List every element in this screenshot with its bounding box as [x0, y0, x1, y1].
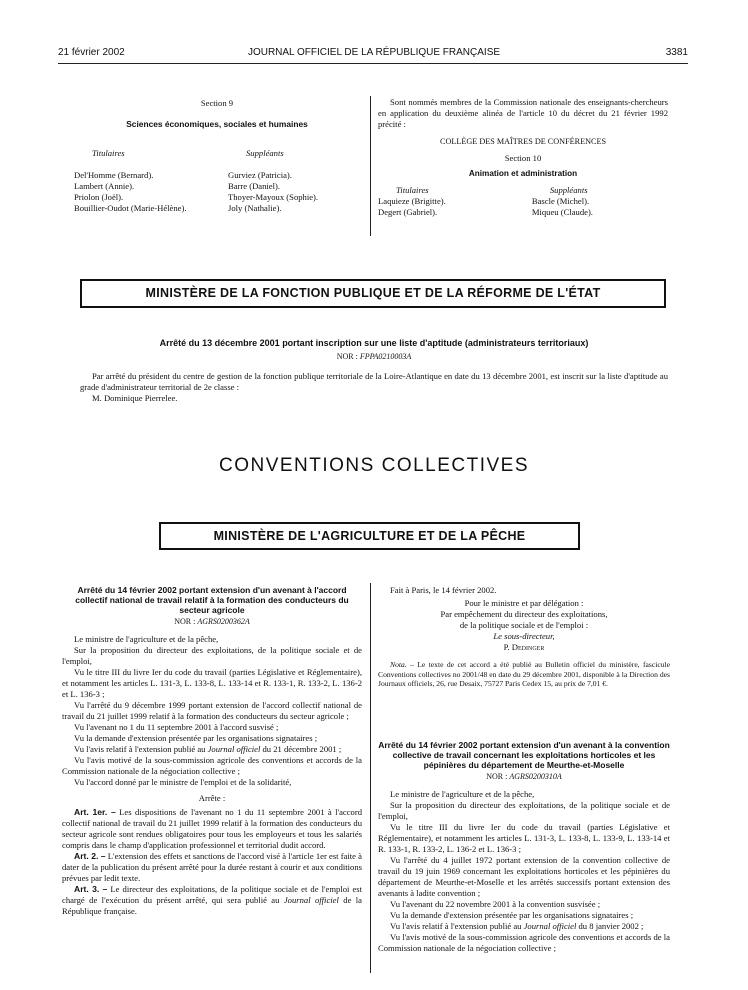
- article-label: Art. 1er. –: [74, 807, 116, 817]
- nor-code: AGRS0200310A: [509, 772, 562, 781]
- paragraph: Vu l'avis motivé de la sous-commission agricole des conventions et accords de la Commission nationale de la négociation collective ;: [378, 932, 670, 953]
- arrete-conducteurs-body: [62, 634, 362, 917]
- suppleants-label: Suppléants: [246, 148, 284, 158]
- section-9-subject: Sciences économiques, sociales et humaines: [126, 119, 308, 129]
- college-heading: COLLÈGE DES MAÎTRES DE CONFÉRENCES: [439, 137, 607, 146]
- paragraph: Vu le titre III du livre Ier du code du travail (parties Législative et Réglementaire), et notamment les articles L. 131-3, L. 133-8, L. 133-14 et R. 133-1, R. 133-2, L. 136-2 et L. 136-3 ;: [62, 667, 362, 699]
- signature-place-date: Fait à Paris, le 14 février 2002.: [390, 585, 497, 595]
- suppleants-label: Suppléants: [549, 185, 588, 195]
- paragraph: Vu l'avenant no 1 du 11 septembre 2001 à l'accord susvisé ;: [74, 722, 279, 732]
- article-text: Le directeur des exploitations, de la politique sociale et de l'emploi est chargé de l'exécution du présent arrêté, qui sera publié au: [62, 884, 362, 905]
- section-9-members: [74, 148, 360, 214]
- paragraph: Le ministre de l'agriculture et de la pêche,: [390, 789, 535, 799]
- header-date: 21 février 2002: [58, 47, 125, 58]
- nor-label: NOR :: [486, 772, 510, 781]
- section-10-suppleants: [524, 185, 668, 218]
- header-rule: [58, 63, 688, 64]
- article-text: L'extension des effets et sanctions de l'accord visé à l'article 1er est faite à dater de la publication du présent arrêté pour la durée restant à courir et aux conditions prévues par ledit texte.: [62, 851, 362, 883]
- ministry-fonction-publique-box: MINISTÈRE DE LA FONCTION PUBLIQUE ET DE LA RÉFORME DE L'ÉTAT: [80, 279, 666, 308]
- column-divider: [370, 96, 371, 236]
- section-9-titulaires: [74, 148, 228, 214]
- journal-name: Journal officiel: [283, 895, 339, 905]
- text: du 8 janvier 2002 ;: [576, 921, 644, 931]
- member-name: Bouillier-Oudot (Marie-Hélène).: [74, 203, 187, 213]
- paragraph: [62, 744, 362, 755]
- arrete-conducteurs-title: Arrêté du 14 février 2002 portant extension d'un avenant à l'accord collectif national de travail relatif à la formation des conducteurs du secteur agricole: [75, 585, 349, 615]
- arrete-horticoles: [378, 740, 670, 954]
- paragraph: Sur la proposition du directeur des exploitations, de la politique sociale et de l'emploi,: [378, 800, 670, 821]
- arrete-label: Arrête :: [198, 793, 226, 803]
- member-name: Laquieze (Brigitte).: [378, 196, 446, 206]
- signature-line: Pour le ministre et par délégation :: [464, 598, 584, 608]
- paragraph: Le ministre de l'agriculture et de la pêche,: [74, 634, 219, 644]
- arrete-horticoles-body: [378, 789, 670, 954]
- paragraph: Vu le titre III du livre Ier du code du travail (parties Législative et Réglementaire), et notamment les articles L. 131-3, L. 133-8, L. 133-9, L. 133-14 et R. 133-1, R. 133-2, L. 136-2 et L. 136-3 ;: [378, 822, 670, 854]
- paragraph: Vu l'avis motivé de la sous-commission agricole des conventions et accords de la Commission nationale de la négociation collective ;: [62, 755, 362, 776]
- paragraph: Vu la demande d'extension présentée par les organisations signataires ;: [74, 733, 318, 743]
- section-10-heading: Section 10: [504, 153, 542, 163]
- commission-intro: Sont nommés membres de la Commission nationale des enseignants-chercheurs en application du deuxième alinéa de l'article 10 du décret du 21 février 1992 précité :: [378, 97, 668, 129]
- journal-name: Journal officiel: [523, 921, 577, 931]
- article-text: de la République française.: [62, 895, 362, 916]
- paragraph: [378, 921, 670, 932]
- signature-line: Par empêchement du directeur des exploitations,: [440, 609, 608, 619]
- arrete-conducteurs-nor: [62, 616, 362, 627]
- arrete-aptitude-nor: [80, 351, 668, 362]
- column-divider: [370, 583, 371, 973]
- ministry-agriculture-box: MINISTÈRE DE L'AGRICULTURE ET DE LA PÊCHE: [159, 522, 580, 550]
- paragraph: Sur la proposition du directeur des exploitations, de la politique sociale et de l'emploi,: [62, 645, 362, 666]
- arrete-horticoles-title: Arrêté du 14 février 2002 portant extension d'un avenant à la convention collective de travail concernant les exploitations horticoles et les pépinières du département de Meurthe-et-Moselle: [378, 740, 670, 770]
- member-name: Degert (Gabriel).: [378, 207, 438, 217]
- arrete-aptitude-body: Par arrêté du président du centre de gestion de la fonction publique territoriale de la Loire-Atlantique en date du 13 décembre 2001, est inscrit sur la liste d'aptitude au grade d'administrateur territorial de 2e classe :: [80, 371, 668, 392]
- nor-label: NOR :: [336, 352, 360, 361]
- member-name: Thoyer-Mayoux (Sophie).: [228, 192, 319, 202]
- paragraph: Vu l'avenant du 22 novembre 2001 à la convention susvisée ;: [390, 899, 601, 909]
- signature-block: [378, 585, 670, 689]
- paragraph: Vu l'accord donné par le ministre de l'emploi et de la solidarité,: [74, 777, 292, 787]
- page-number: 3381: [665, 47, 688, 58]
- arrete-conducteurs: [62, 585, 362, 917]
- text: Vu l'avis relatif à l'extension publié au: [74, 744, 208, 754]
- nota: [378, 660, 670, 689]
- member-name: Barre (Daniel).: [228, 181, 281, 191]
- signature-title: Le sous-directeur,: [493, 631, 555, 641]
- article-text: Les dispositions de l'avenant no 1 du 11 septembre 2001 à l'accord collectif national de travail du 21 juillet 1999 relatif à la formation des conducteurs du secteur agricole sont rendues obligatoires pour tous les employeurs et tous les salariés compris dans le champ d'application professionnel et territorial dudit accord.: [62, 807, 363, 850]
- signature-line: de la politique sociale et de l'emploi :: [459, 620, 589, 630]
- arrete-horticoles-nor: [378, 771, 670, 782]
- article-3: [62, 884, 362, 917]
- member-name: Miqueu (Claude).: [531, 207, 593, 217]
- nor-code: FPPA0210003A: [359, 352, 412, 361]
- paragraph: Vu l'arrêté du 4 juillet 1972 portant extension de la convention collective de travail du 19 juin 1969 concernant les exploitations horticoles et les pépinières du département de Meurthe-et-Moselle et les arrêtés successifs portant extension des avenants à ladite convention ;: [378, 855, 670, 898]
- conventions-collectives-title: CONVENTIONS COLLECTIVES: [218, 455, 530, 476]
- section-9-suppleants: [228, 148, 358, 214]
- article-1: [62, 807, 362, 851]
- section-10-subject: Animation et administration: [468, 169, 578, 178]
- titulaires-label: Titulaires: [396, 185, 429, 195]
- section-10-titulaires: [378, 185, 524, 218]
- section-9-heading: Section 9: [200, 98, 234, 108]
- paragraph: Vu l'arrêté du 9 décembre 1999 portant extension de l'accord collectif national de travail du 21 juillet 1999 relatif à la formation des conducteurs du secteur agricole ;: [62, 700, 362, 721]
- section-10-members: [378, 185, 668, 218]
- section-9-block: [74, 98, 360, 214]
- nota-label: Nota. –: [390, 660, 414, 669]
- signature-lines: [378, 598, 670, 653]
- member-name: Bascle (Michel).: [531, 196, 590, 206]
- paragraph: Vu la demande d'extension présentée par les organisations signataires ;: [390, 910, 634, 920]
- nor-code: AGRS0200362A: [197, 617, 250, 626]
- arrete-aptitude-name: M. Dominique Pierrelee.: [92, 393, 178, 403]
- text: du 21 décembre 2001 ;: [260, 744, 342, 754]
- member-name: Joly (Nathalie).: [228, 203, 282, 213]
- journal-name: Journal officiel: [207, 744, 261, 754]
- member-name: Priolon (Joël).: [74, 192, 124, 202]
- article-label: Art. 2. –: [74, 851, 106, 861]
- article-label: Art. 3. –: [74, 884, 108, 894]
- member-name: Lambert (Annie).: [74, 181, 135, 191]
- section-10-block: [378, 97, 668, 218]
- nor-label: NOR :: [174, 617, 198, 626]
- nota-text: Le texte de cet accord a été publié au Bulletin officiel du ministère, fascicule Conventions collectives no 2001/48 en date du 29 décembre 2001, disponible à la Direction des Journaux officiels, 26, rue Desaix, 75727 Paris Cedex 15, au prix de 7,01 €.: [378, 660, 670, 688]
- arrete-aptitude-title: Arrêté du 13 décembre 2001 portant inscription sur une liste d'aptitude (administrateurs territoriaux): [159, 338, 589, 348]
- text: Vu l'avis relatif à l'extension publié au: [390, 921, 524, 931]
- member-name: Gurviez (Patricia).: [228, 170, 292, 180]
- journal-title: JOURNAL OFFICIEL DE LA RÉPUBLIQUE FRANÇAISE: [247, 47, 501, 58]
- member-name: Del'Homme (Bernard).: [74, 170, 154, 180]
- titulaires-label: Titulaires: [92, 148, 125, 158]
- signatory-name: P. Dedinger: [503, 642, 545, 652]
- article-2: [62, 851, 362, 884]
- arrete-aptitude: [80, 338, 668, 404]
